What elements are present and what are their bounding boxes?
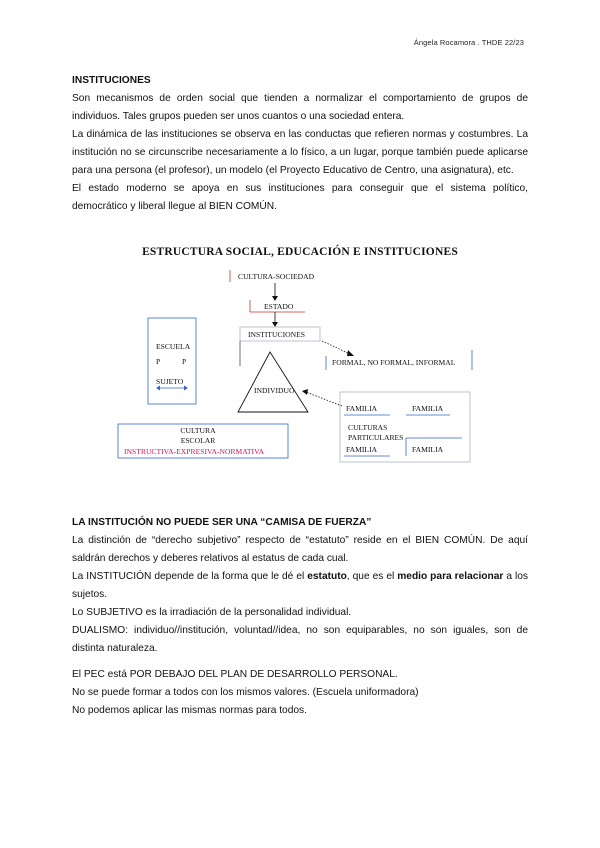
instructiva-expresiva-normativa: INSTRUCTIVA-EXPRESIVA-NORMATIVA [124, 447, 265, 456]
estado-label: ESTADO [264, 302, 294, 311]
bold-estatuto: estatuto [307, 571, 347, 582]
text-run: La INSTITUCIÓN depende de la forma que le dé el [72, 571, 308, 582]
particulares-label: PARTICULARES [348, 433, 404, 442]
paragraph: La dinámica de las instituciones se observa en las conductas que refieren normas y costumbres. La institución no se circunscribe necesariamente a lo físico, a un lugar, porque también puede aplicarse para una persona (el profesor), un modelo (el Proyecto Educativo de Centro, una asignatura), etc. [72, 129, 528, 176]
section-instituciones [72, 72, 528, 216]
arrowhead-individuo [302, 389, 308, 395]
line: El PEC está POR DEBAJO DEL PLAN DE DESARROLLO PERSONAL. [72, 669, 398, 680]
familia-label-2: FAMILIA [412, 404, 444, 413]
arrowhead-estado [272, 296, 278, 301]
cultura-escolar-line2: ESCOLAR [180, 436, 216, 445]
individuo-triangle [238, 352, 308, 412]
familia-label-4: FAMILIA [412, 445, 444, 454]
individuo-label: INDIVIDUO [254, 386, 295, 395]
sujeto-label: SUJETO [156, 377, 184, 386]
text-run: , que es el [346, 571, 398, 582]
bold-medio: medio para relacionar [397, 571, 504, 582]
paragraph: Son mecanismos de orden social que tienden a normalizar el comportamiento de grupos de individuos. Tales grupos pueden ser unos cuantos o una sociedad entera. [72, 93, 528, 122]
section-camisa-de-fuerza [72, 514, 528, 658]
arrow-to-formal [322, 341, 350, 354]
section-heading: INSTITUCIONES [72, 75, 151, 86]
cultura-escolar-line1: CULTURA [180, 426, 216, 435]
line: No podemos aplicar las mismas normas para todos. [72, 705, 307, 716]
section-heading: LA INSTITUCIÓN NO PUEDE SER UNA “CAMISA DE FUERZA” [72, 517, 372, 528]
section-pec [72, 666, 528, 720]
p-left-label: P [156, 357, 161, 366]
arrowhead-instituciones [272, 322, 278, 327]
paragraph: Lo SUBJETIVO es la irradiación de la personalidad individual. [72, 607, 352, 618]
familia-label-1: FAMILIA [346, 404, 378, 413]
familia-label-3: FAMILIA [346, 445, 378, 454]
line: No se puede formar a todos con los mismos valores. (Escuela uniformadora) [72, 687, 419, 698]
paragraph: La distinción de “derecho subjetivo” respecto de “estatuto” reside en el BIEN COMÚN. De aquí saldrán derechos y deberes relativos al estatus de cada cual. [72, 535, 528, 564]
paragraph: DUALISMO: individuo//institución, voluntad//idea, no son equiparables, no son iguales, son de distinta naturaleza. [72, 625, 528, 654]
sujeto-arrowhead-left [156, 386, 160, 391]
sujeto-arrowhead-right [184, 386, 188, 391]
p-right-label: P [182, 357, 187, 366]
structure-diagram [110, 246, 490, 466]
instituciones-label: INSTITUCIONES [248, 330, 305, 339]
arrowhead-formal [347, 350, 354, 356]
culturas-label: CULTURAS [348, 423, 388, 432]
arrow-to-individuo [306, 392, 342, 406]
author-note: Ángela Rocamora . THDE 22/23 [413, 38, 524, 47]
formal-label: FORMAL, NO FORMAL, INFORMAL [332, 358, 456, 367]
cultura-sociedad-label: CULTURA-SOCIEDAD [238, 272, 315, 281]
text-run: a los sujetos. [72, 571, 528, 600]
paragraph: El estado moderno se apoya en sus instituciones para conseguir que el sistema político, democrático y liberal llegue al BIEN COMÚN. [72, 183, 528, 212]
diagram-title: ESTRUCTURA SOCIAL, EDUCACIÓN E INSTITUCIONES [142, 246, 458, 258]
escuela-label: ESCUELA [156, 342, 191, 351]
paragraph-institucion [72, 568, 528, 604]
